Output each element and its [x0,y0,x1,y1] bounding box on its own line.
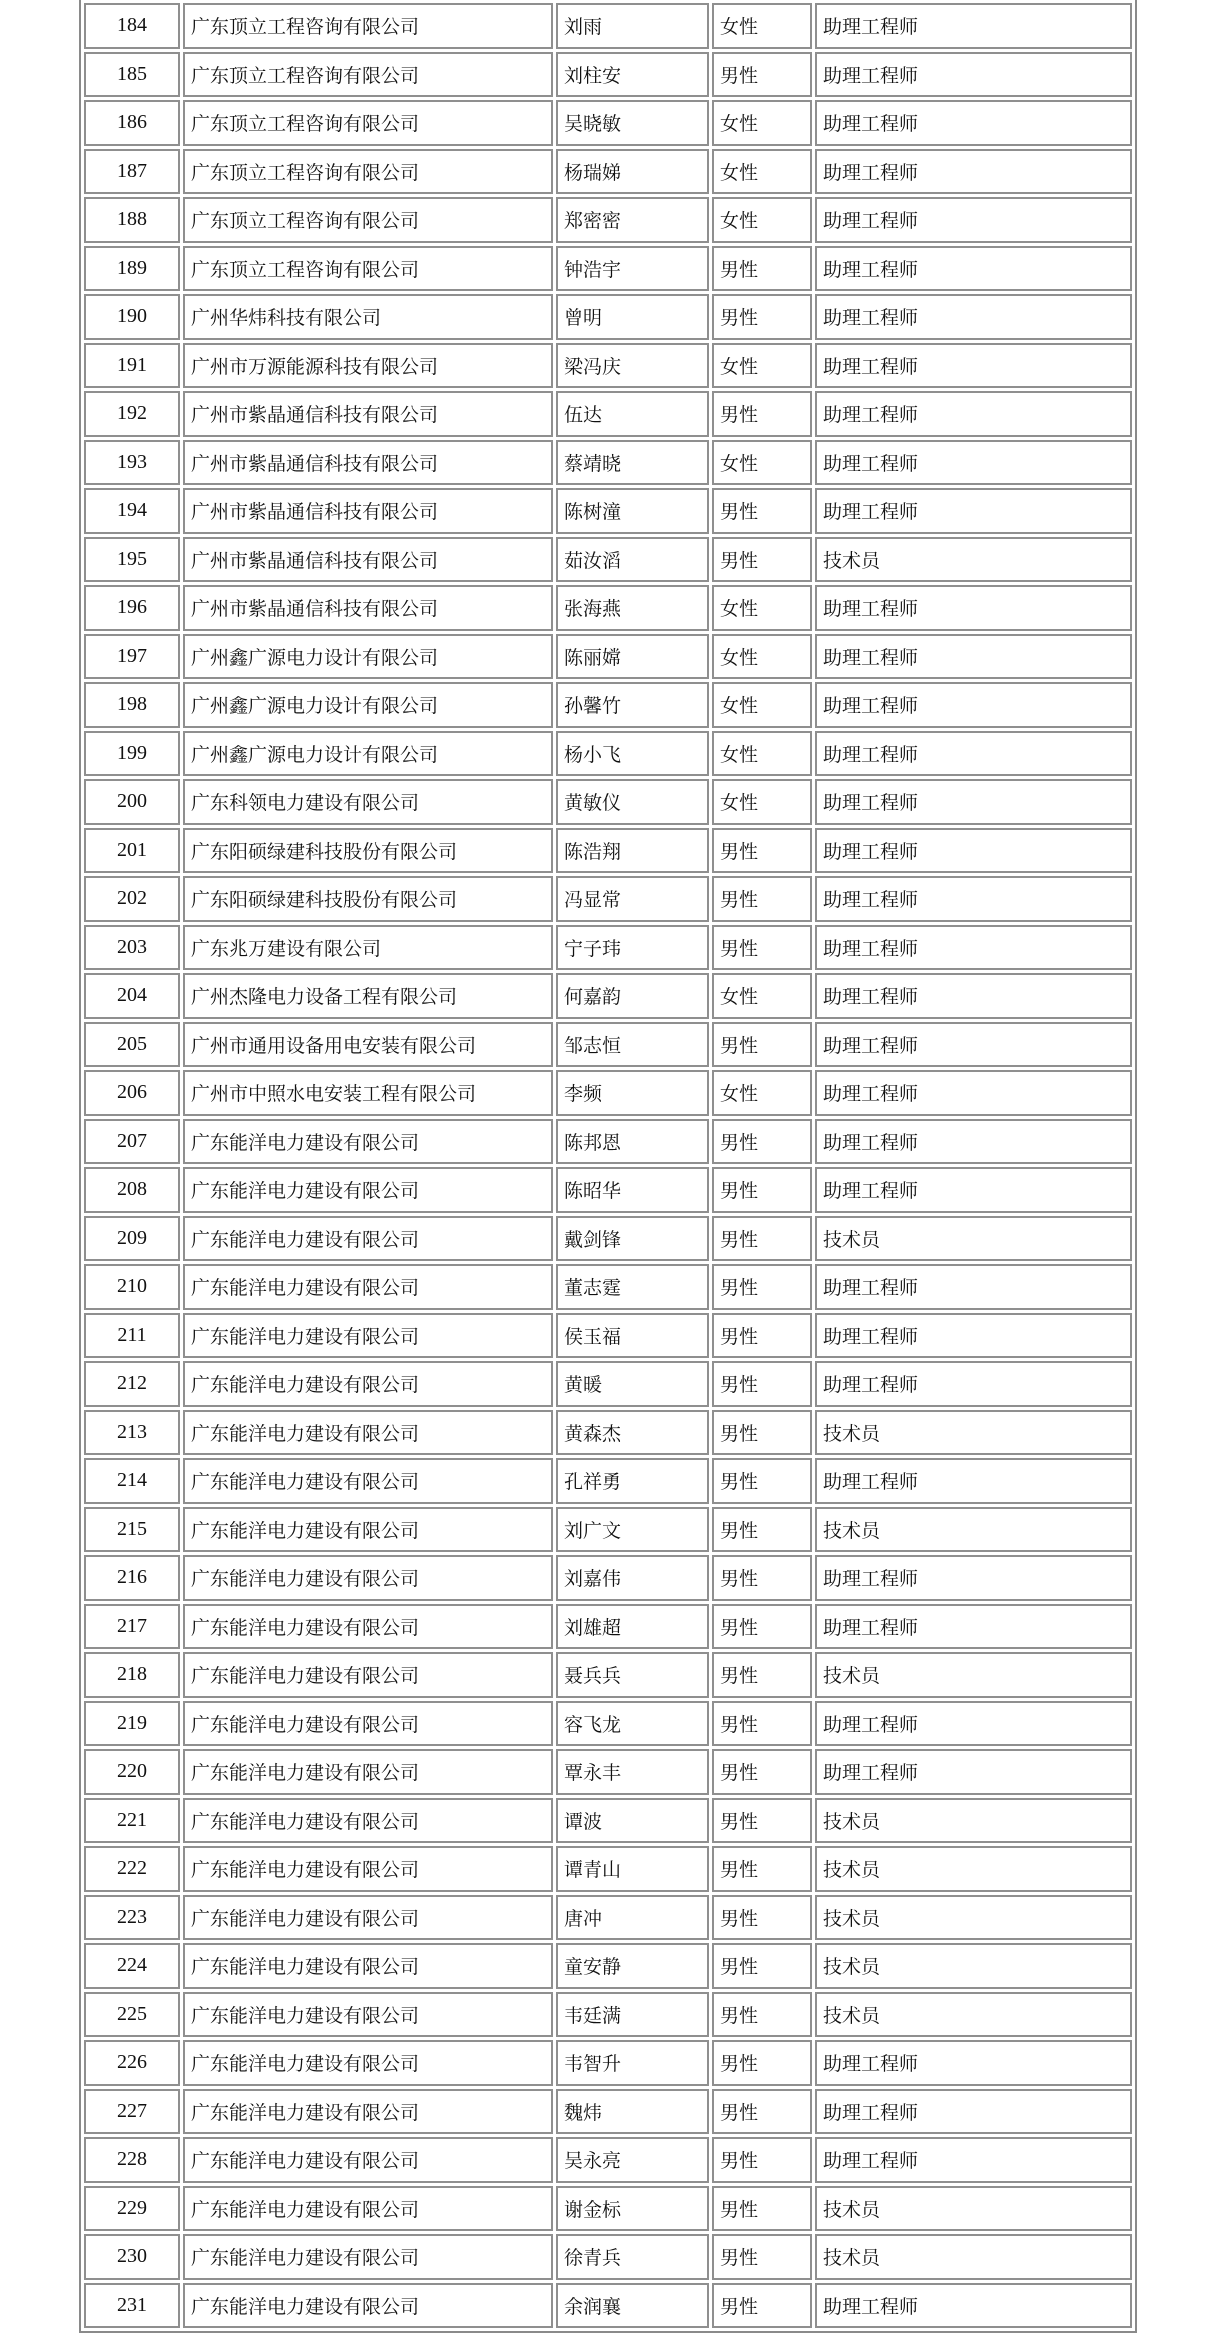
cell-gender: 男性 [712,1119,812,1165]
cell-job-title: 助理工程师 [815,100,1132,146]
table-row [84,1798,1132,1844]
cell-serial-number: 214 [84,1458,180,1504]
cell-person-name: 韦智升 [556,2040,709,2086]
cell-company: 广东能洋电力建设有限公司 [183,1119,553,1165]
cell-person-name: 吴永亮 [556,2137,709,2183]
cell-person-name: 伍达 [556,391,709,437]
cell-serial-number: 199 [84,731,180,777]
table-row [84,1458,1132,1504]
cell-job-title: 技术员 [815,1507,1132,1553]
cell-company: 广东能洋电力建设有限公司 [183,1798,553,1844]
cell-person-name: 侯玉福 [556,1313,709,1359]
table-row [84,1749,1132,1795]
cell-person-name: 梁冯庆 [556,343,709,389]
cell-company: 广东能洋电力建设有限公司 [183,2283,553,2329]
table-row [84,634,1132,680]
cell-serial-number: 205 [84,1022,180,1068]
cell-gender: 男性 [712,1604,812,1650]
cell-gender: 女性 [712,197,812,243]
cell-company: 广州市紫晶通信科技有限公司 [183,488,553,534]
cell-company: 广州市通用设备用电安装有限公司 [183,1022,553,1068]
cell-company: 广东能洋电力建设有限公司 [183,2234,553,2280]
cell-serial-number: 225 [84,1992,180,2038]
cell-person-name: 曾明 [556,294,709,340]
table-row [84,1507,1132,1553]
cell-gender: 男性 [712,2089,812,2135]
table-row [84,2234,1132,2280]
cell-job-title: 技术员 [815,1652,1132,1698]
cell-job-title: 助理工程师 [815,585,1132,631]
table-row [84,1313,1132,1359]
cell-gender: 男性 [712,1167,812,1213]
cell-person-name: 宁子玮 [556,925,709,971]
table-row [84,488,1132,534]
table-row [84,197,1132,243]
table-row [84,1992,1132,2038]
cell-company: 广东顶立工程咨询有限公司 [183,100,553,146]
cell-person-name: 黄敏仪 [556,779,709,825]
cell-gender: 男性 [712,246,812,292]
cell-person-name: 冯显常 [556,876,709,922]
cell-serial-number: 186 [84,100,180,146]
table-row [84,2186,1132,2232]
cell-gender: 女性 [712,440,812,486]
cell-serial-number: 194 [84,488,180,534]
cell-job-title: 助理工程师 [815,197,1132,243]
cell-serial-number: 195 [84,537,180,583]
table-row [84,1943,1132,1989]
cell-person-name: 唐冲 [556,1895,709,1941]
cell-person-name: 聂兵兵 [556,1652,709,1698]
cell-job-title: 助理工程师 [815,2137,1132,2183]
cell-person-name: 张海燕 [556,585,709,631]
cell-serial-number: 227 [84,2089,180,2135]
cell-gender: 女性 [712,100,812,146]
cell-person-name: 郑密密 [556,197,709,243]
cell-person-name: 杨瑞娣 [556,149,709,195]
cell-person-name: 陈树潼 [556,488,709,534]
table-row [84,1895,1132,1941]
cell-person-name: 李频 [556,1070,709,1116]
cell-company: 广州鑫广源电力设计有限公司 [183,731,553,777]
cell-serial-number: 219 [84,1701,180,1747]
cell-company: 广东能洋电力建设有限公司 [183,1604,553,1650]
table-row [84,2283,1132,2329]
cell-gender: 男性 [712,828,812,874]
cell-serial-number: 221 [84,1798,180,1844]
cell-serial-number: 192 [84,391,180,437]
cell-company: 广州鑫广源电力设计有限公司 [183,634,553,680]
table-row [84,343,1132,389]
cell-serial-number: 230 [84,2234,180,2280]
cell-serial-number: 213 [84,1410,180,1456]
cell-job-title: 助理工程师 [815,1022,1132,1068]
table-row [84,1119,1132,1165]
cell-job-title: 助理工程师 [815,828,1132,874]
cell-gender: 男性 [712,1652,812,1698]
cell-gender: 男性 [712,2040,812,2086]
cell-job-title: 助理工程师 [815,52,1132,98]
table-row [84,828,1132,874]
cell-job-title: 助理工程师 [815,3,1132,49]
cell-company: 广东顶立工程咨询有限公司 [183,246,553,292]
cell-serial-number: 222 [84,1846,180,1892]
cell-company: 广东能洋电力建设有限公司 [183,1749,553,1795]
cell-gender: 男性 [712,1992,812,2038]
cell-serial-number: 210 [84,1264,180,1310]
cell-serial-number: 212 [84,1361,180,1407]
cell-gender: 男性 [712,1895,812,1941]
cell-gender: 男性 [712,1701,812,1747]
cell-person-name: 魏炜 [556,2089,709,2135]
cell-person-name: 董志霆 [556,1264,709,1310]
cell-serial-number: 188 [84,197,180,243]
cell-job-title: 助理工程师 [815,925,1132,971]
table-row [84,1846,1132,1892]
cell-person-name: 孔祥勇 [556,1458,709,1504]
cell-job-title: 助理工程师 [815,731,1132,777]
cell-person-name: 谭波 [556,1798,709,1844]
cell-job-title: 助理工程师 [815,1604,1132,1650]
table-row [84,1070,1132,1116]
cell-job-title: 助理工程师 [815,343,1132,389]
cell-job-title: 助理工程师 [815,2089,1132,2135]
cell-gender: 女性 [712,634,812,680]
cell-serial-number: 197 [84,634,180,680]
cell-company: 广东能洋电力建设有限公司 [183,2089,553,2135]
cell-person-name: 邹志恒 [556,1022,709,1068]
cell-gender: 男性 [712,2186,812,2232]
cell-gender: 女性 [712,585,812,631]
table-row [84,973,1132,1019]
table-row [84,2040,1132,2086]
table-row [84,2089,1132,2135]
cell-job-title: 助理工程师 [815,246,1132,292]
cell-job-title: 技术员 [815,2234,1132,2280]
table-row [84,682,1132,728]
cell-company: 广东能洋电力建设有限公司 [183,1167,553,1213]
cell-person-name: 茹汝滔 [556,537,709,583]
cell-person-name: 黄暖 [556,1361,709,1407]
cell-job-title: 助理工程师 [815,391,1132,437]
cell-gender: 男性 [712,1846,812,1892]
cell-serial-number: 229 [84,2186,180,2232]
cell-company: 广东顶立工程咨询有限公司 [183,3,553,49]
cell-gender: 女性 [712,779,812,825]
table-row [84,1022,1132,1068]
cell-company: 广州杰隆电力设备工程有限公司 [183,973,553,1019]
cell-person-name: 蔡靖晓 [556,440,709,486]
cell-gender: 男性 [712,1507,812,1553]
cell-company: 广东科领电力建设有限公司 [183,779,553,825]
cell-serial-number: 208 [84,1167,180,1213]
cell-company: 广州市万源能源科技有限公司 [183,343,553,389]
cell-company: 广东能洋电力建设有限公司 [183,1555,553,1601]
cell-person-name: 容飞龙 [556,1701,709,1747]
cell-job-title: 技术员 [815,1410,1132,1456]
cell-serial-number: 184 [84,3,180,49]
cell-company: 广东阳硕绿建科技股份有限公司 [183,876,553,922]
cell-gender: 男性 [712,1361,812,1407]
cell-gender: 女性 [712,3,812,49]
table-row [84,1216,1132,1262]
table-row [84,585,1132,631]
cell-person-name: 吴晓敏 [556,100,709,146]
table-row [84,246,1132,292]
cell-company: 广东能洋电力建设有限公司 [183,1458,553,1504]
cell-person-name: 徐青兵 [556,2234,709,2280]
cell-serial-number: 223 [84,1895,180,1941]
cell-gender: 男性 [712,1216,812,1262]
cell-job-title: 助理工程师 [815,488,1132,534]
cell-serial-number: 191 [84,343,180,389]
cell-job-title: 技术员 [815,2186,1132,2232]
cell-company: 广州市紫晶通信科技有限公司 [183,537,553,583]
cell-person-name: 杨小飞 [556,731,709,777]
cell-company: 广东阳硕绿建科技股份有限公司 [183,828,553,874]
table-row [84,52,1132,98]
table-body [84,3,1132,2328]
cell-company: 广东能洋电力建设有限公司 [183,1410,553,1456]
cell-serial-number: 193 [84,440,180,486]
cell-company: 广州市中照水电安装工程有限公司 [183,1070,553,1116]
cell-company: 广州市紫晶通信科技有限公司 [183,391,553,437]
cell-job-title: 助理工程师 [815,1313,1132,1359]
cell-job-title: 助理工程师 [815,634,1132,680]
table-row [84,2137,1132,2183]
cell-gender: 男性 [712,1022,812,1068]
cell-company: 广东能洋电力建设有限公司 [183,1943,553,1989]
personnel-table-container [79,0,1135,2333]
table-row [84,100,1132,146]
cell-company: 广东顶立工程咨询有限公司 [183,149,553,195]
cell-gender: 女性 [712,1070,812,1116]
cell-serial-number: 196 [84,585,180,631]
cell-gender: 男性 [712,294,812,340]
cell-job-title: 助理工程师 [815,440,1132,486]
cell-serial-number: 206 [84,1070,180,1116]
cell-job-title: 助理工程师 [815,294,1132,340]
cell-gender: 男性 [712,1555,812,1601]
table-row [84,149,1132,195]
cell-job-title: 助理工程师 [815,2283,1132,2329]
cell-person-name: 戴剑锋 [556,1216,709,1262]
cell-gender: 男性 [712,2283,812,2329]
cell-job-title: 技术员 [815,537,1132,583]
cell-person-name: 陈浩翔 [556,828,709,874]
cell-serial-number: 203 [84,925,180,971]
table-row [84,1555,1132,1601]
cell-company: 广东能洋电力建设有限公司 [183,2137,553,2183]
cell-person-name: 谢金标 [556,2186,709,2232]
cell-company: 广东能洋电力建设有限公司 [183,1361,553,1407]
cell-serial-number: 189 [84,246,180,292]
cell-gender: 男性 [712,1943,812,1989]
cell-serial-number: 228 [84,2137,180,2183]
table-row [84,294,1132,340]
cell-job-title: 助理工程师 [815,1749,1132,1795]
cell-company: 广东顶立工程咨询有限公司 [183,197,553,243]
cell-person-name: 何嘉韵 [556,973,709,1019]
cell-person-name: 黄森杰 [556,1410,709,1456]
table-row [84,1264,1132,1310]
cell-job-title: 助理工程师 [815,682,1132,728]
cell-company: 广州市紫晶通信科技有限公司 [183,440,553,486]
cell-person-name: 陈昭华 [556,1167,709,1213]
cell-job-title: 助理工程师 [815,973,1132,1019]
cell-person-name: 余润襄 [556,2283,709,2329]
cell-job-title: 助理工程师 [815,1264,1132,1310]
cell-person-name: 刘广文 [556,1507,709,1553]
cell-serial-number: 207 [84,1119,180,1165]
cell-gender: 男性 [712,1798,812,1844]
cell-company: 广东能洋电力建设有限公司 [183,1992,553,2038]
table-row [84,1361,1132,1407]
cell-serial-number: 215 [84,1507,180,1553]
cell-serial-number: 226 [84,2040,180,2086]
table-row [84,3,1132,49]
cell-gender: 男性 [712,1749,812,1795]
cell-serial-number: 218 [84,1652,180,1698]
cell-serial-number: 187 [84,149,180,195]
table-row [84,731,1132,777]
cell-person-name: 陈丽嫦 [556,634,709,680]
cell-serial-number: 209 [84,1216,180,1262]
cell-job-title: 助理工程师 [815,2040,1132,2086]
cell-job-title: 助理工程师 [815,1555,1132,1601]
table-row [84,1604,1132,1650]
cell-gender: 女性 [712,973,812,1019]
cell-serial-number: 198 [84,682,180,728]
cell-gender: 男性 [712,537,812,583]
cell-job-title: 技术员 [815,1846,1132,1892]
cell-company: 广东兆万建设有限公司 [183,925,553,971]
cell-serial-number: 220 [84,1749,180,1795]
cell-company: 广东能洋电力建设有限公司 [183,2186,553,2232]
cell-job-title: 助理工程师 [815,779,1132,825]
table-row [84,925,1132,971]
cell-serial-number: 190 [84,294,180,340]
cell-person-name: 刘嘉伟 [556,1555,709,1601]
cell-serial-number: 231 [84,2283,180,2329]
table-row [84,1701,1132,1747]
cell-serial-number: 202 [84,876,180,922]
table-row [84,1167,1132,1213]
cell-company: 广东能洋电力建设有限公司 [183,2040,553,2086]
cell-serial-number: 217 [84,1604,180,1650]
cell-serial-number: 200 [84,779,180,825]
table-row [84,537,1132,583]
cell-gender: 女性 [712,682,812,728]
cell-person-name: 刘雄超 [556,1604,709,1650]
cell-company: 广东能洋电力建设有限公司 [183,1216,553,1262]
cell-job-title: 助理工程师 [815,1167,1132,1213]
table-row [84,440,1132,486]
cell-job-title: 助理工程师 [815,876,1132,922]
cell-person-name: 刘柱安 [556,52,709,98]
table-row [84,779,1132,825]
cell-serial-number: 201 [84,828,180,874]
cell-person-name: 陈邦恩 [556,1119,709,1165]
cell-company: 广东能洋电力建设有限公司 [183,1313,553,1359]
cell-serial-number: 216 [84,1555,180,1601]
cell-job-title: 助理工程师 [815,149,1132,195]
cell-gender: 男性 [712,925,812,971]
table-row [84,1410,1132,1456]
cell-job-title: 助理工程师 [815,1458,1132,1504]
cell-gender: 女性 [712,731,812,777]
cell-serial-number: 211 [84,1313,180,1359]
cell-gender: 男性 [712,488,812,534]
cell-company: 广州华炜科技有限公司 [183,294,553,340]
cell-job-title: 助理工程师 [815,1070,1132,1116]
cell-company: 广东能洋电力建设有限公司 [183,1846,553,1892]
cell-gender: 男性 [712,1264,812,1310]
cell-gender: 男性 [712,2137,812,2183]
cell-person-name: 谭青山 [556,1846,709,1892]
cell-company: 广州市紫晶通信科技有限公司 [183,585,553,631]
cell-gender: 男性 [712,1410,812,1456]
cell-gender: 女性 [712,343,812,389]
cell-gender: 男性 [712,2234,812,2280]
cell-job-title: 技术员 [815,1992,1132,2038]
cell-job-title: 技术员 [815,1943,1132,1989]
cell-gender: 男性 [712,1458,812,1504]
cell-person-name: 刘雨 [556,3,709,49]
cell-gender: 男性 [712,876,812,922]
cell-person-name: 韦廷满 [556,1992,709,2038]
table-row [84,1652,1132,1698]
cell-person-name: 覃永丰 [556,1749,709,1795]
cell-gender: 男性 [712,391,812,437]
cell-job-title: 助理工程师 [815,1361,1132,1407]
cell-gender: 男性 [712,1313,812,1359]
personnel-table [79,0,1137,2333]
cell-serial-number: 185 [84,52,180,98]
table-row [84,876,1132,922]
cell-person-name: 钟浩宇 [556,246,709,292]
table-row [84,391,1132,437]
cell-job-title: 技术员 [815,1216,1132,1262]
cell-job-title: 助理工程师 [815,1701,1132,1747]
cell-serial-number: 224 [84,1943,180,1989]
cell-job-title: 技术员 [815,1798,1132,1844]
cell-gender: 男性 [712,52,812,98]
cell-company: 广东顶立工程咨询有限公司 [183,52,553,98]
cell-company: 广州鑫广源电力设计有限公司 [183,682,553,728]
cell-gender: 女性 [712,149,812,195]
cell-job-title: 技术员 [815,1895,1132,1941]
cell-company: 广东能洋电力建设有限公司 [183,1895,553,1941]
cell-person-name: 童安静 [556,1943,709,1989]
cell-company: 广东能洋电力建设有限公司 [183,1264,553,1310]
cell-company: 广东能洋电力建设有限公司 [183,1701,553,1747]
cell-company: 广东能洋电力建设有限公司 [183,1652,553,1698]
cell-job-title: 助理工程师 [815,1119,1132,1165]
cell-company: 广东能洋电力建设有限公司 [183,1507,553,1553]
cell-serial-number: 204 [84,973,180,1019]
cell-person-name: 孙馨竹 [556,682,709,728]
